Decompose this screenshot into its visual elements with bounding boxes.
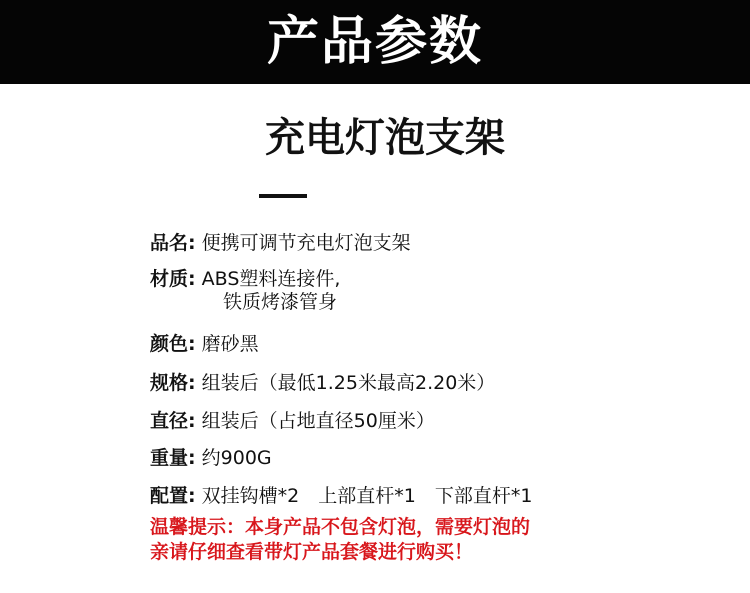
header-banner <box>0 0 750 84</box>
spec-key: 重量 <box>150 447 189 469</box>
notice-text <box>150 515 530 564</box>
spec-sep: : <box>188 372 196 394</box>
title-underline <box>259 194 307 198</box>
spec-row-material <box>150 268 340 314</box>
spec-row-weight <box>150 447 272 470</box>
spec-value: 双挂钩槽*2 上部直杆*1 下部直杆*1 <box>201 485 533 507</box>
product-title: 充电灯泡支架 <box>265 115 505 161</box>
banner-title: 产品参数 <box>266 12 483 72</box>
spec-value-line2: 铁质烤漆管身 <box>223 290 338 313</box>
spec-row-color <box>150 333 259 356</box>
spec-value: ABS塑料连接件, <box>201 268 341 290</box>
spec-key: 品名 <box>150 232 189 254</box>
spec-key: 直径 <box>150 410 189 432</box>
spec-sep: : <box>188 268 196 290</box>
spec-value: 组装后（占地直径50厘米） <box>201 410 435 432</box>
spec-sep: : <box>188 410 196 432</box>
notice-line-2: 亲请仔细查看带灯产品套餐进行购买！ <box>150 540 474 563</box>
spec-value: 磨砂黑 <box>201 333 259 355</box>
spec-row-name <box>150 232 411 255</box>
spec-sep: : <box>188 333 196 355</box>
spec-sep: : <box>188 232 196 254</box>
notice-line-1: 温馨提示：本身产品不包含灯泡，需要灯泡的 <box>150 516 531 538</box>
spec-sep: : <box>188 447 196 469</box>
spec-key: 规格 <box>150 372 189 394</box>
spec-key: 颜色 <box>150 333 189 355</box>
spec-sep: : <box>188 485 196 507</box>
spec-row-size <box>150 372 495 395</box>
spec-value: 便携可调节充电灯泡支架 <box>201 232 411 254</box>
spec-row-diameter <box>150 410 435 433</box>
spec-row-config <box>150 485 532 508</box>
spec-value: 组装后（最低1.25米最高2.20米） <box>201 372 496 394</box>
spec-value: 约900G <box>201 447 272 469</box>
spec-key: 材质 <box>150 268 189 290</box>
spec-key: 配置 <box>150 485 189 507</box>
